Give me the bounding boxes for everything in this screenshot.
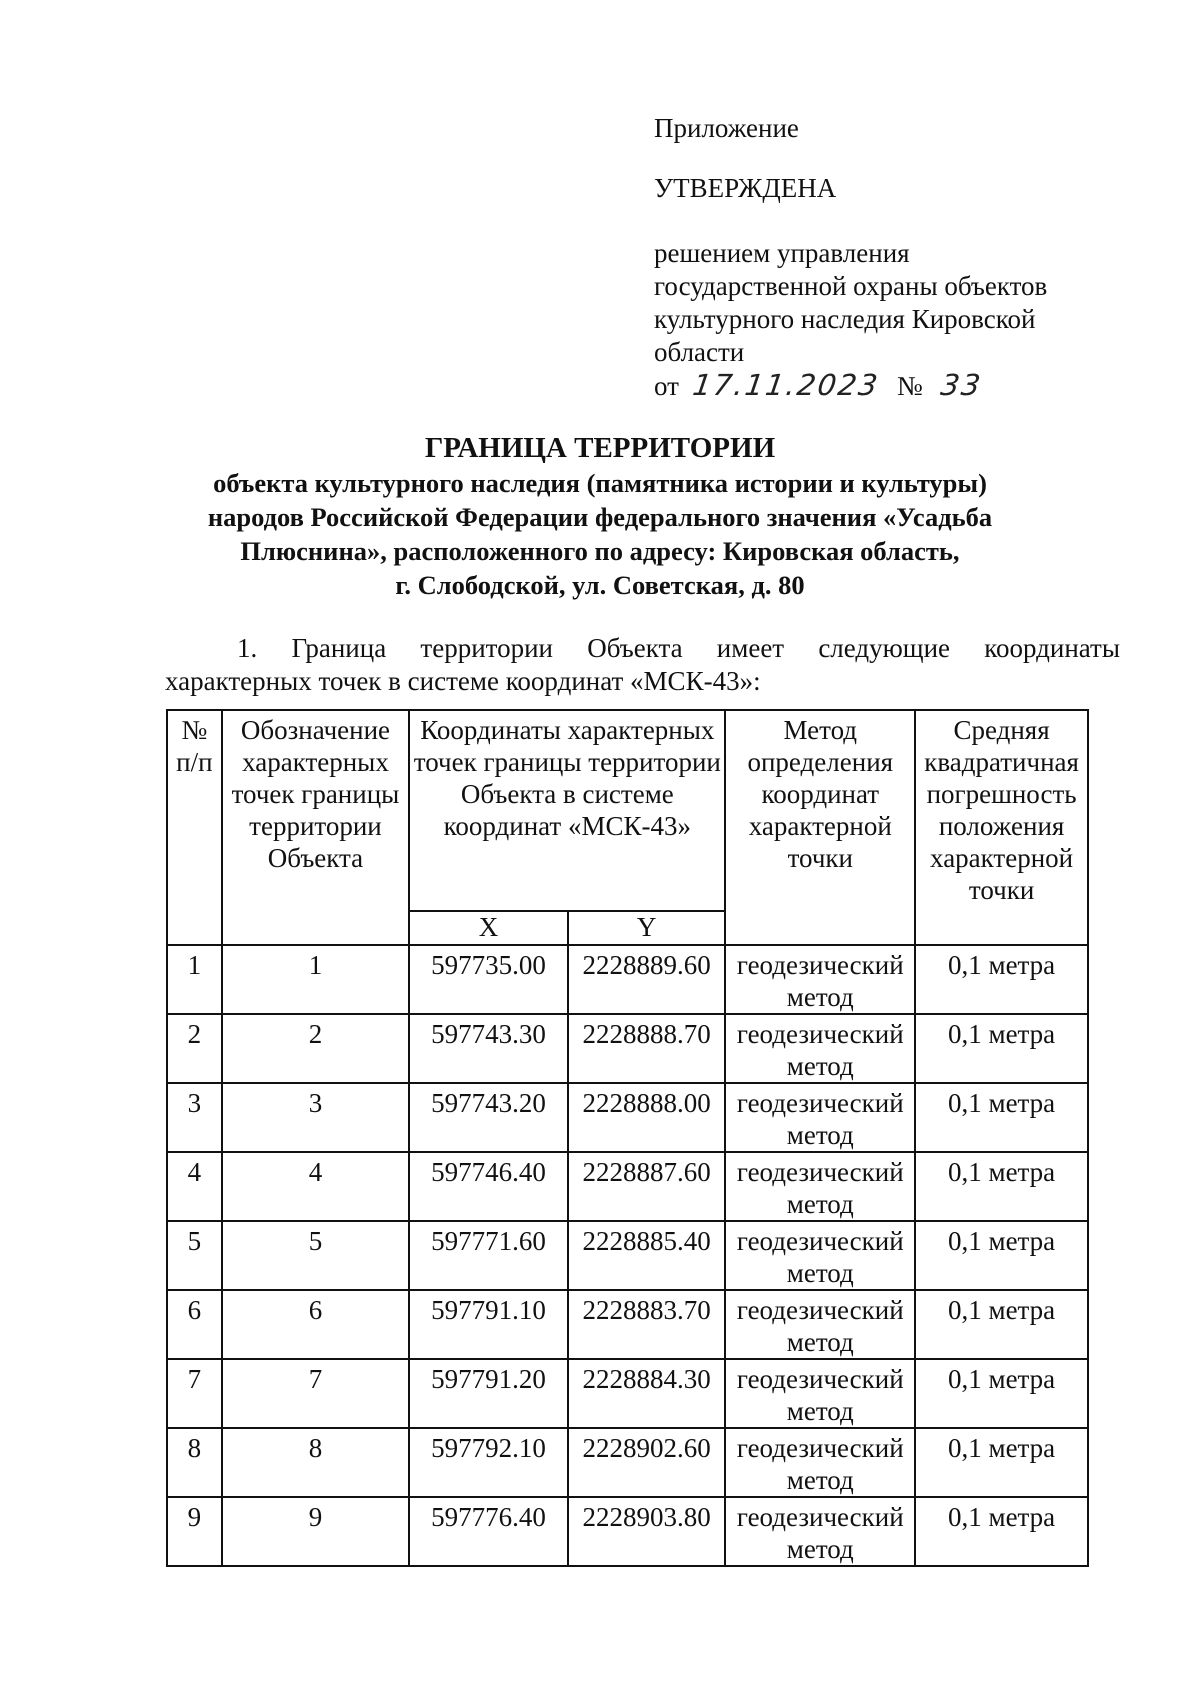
header-x: X xyxy=(409,911,568,945)
table-row xyxy=(167,1428,1088,1497)
paragraph-line: 1. Граница территории Объекта имеет следующие координаты xyxy=(237,633,1120,663)
point-designation-cell: 9 xyxy=(222,1497,410,1566)
error-cell: 0,1 метра xyxy=(915,1221,1088,1290)
error-cell: 0,1 метра xyxy=(915,1014,1088,1083)
y-coordinate-cell: 2228902.60 xyxy=(568,1428,726,1497)
point-designation-cell: 6 xyxy=(222,1290,410,1359)
y-coordinate-cell: 2228889.60 xyxy=(568,945,726,1014)
error-cell: 0,1 метра xyxy=(915,945,1088,1014)
method-cell: геодезический метод xyxy=(725,1014,915,1083)
table-body xyxy=(167,945,1088,1566)
y-coordinate-cell: 2228888.70 xyxy=(568,1014,726,1083)
title-line: народов Российской Федерации федерального значения «Усадьба xyxy=(207,502,993,532)
x-coordinate-cell: 597791.10 xyxy=(409,1290,568,1359)
method-cell: геодезический метод xyxy=(725,1359,915,1428)
decision-line: государственной охраны объектов xyxy=(654,271,1048,301)
table-row xyxy=(167,1152,1088,1221)
method-cell: геодезический метод xyxy=(725,1428,915,1497)
title-line: объекта культурного наследия (памятника истории и культуры) xyxy=(213,468,987,498)
method-cell: геодезический метод xyxy=(725,1152,915,1221)
row-number-cell: 5 xyxy=(167,1221,222,1290)
x-coordinate-cell: 597792.10 xyxy=(409,1428,568,1497)
decision-line: области xyxy=(654,337,745,367)
error-cell: 0,1 метра xyxy=(915,1497,1088,1566)
point-designation-cell: 1 xyxy=(222,945,410,1014)
row-number-cell: 9 xyxy=(167,1497,222,1566)
error-cell: 0,1 метра xyxy=(915,1152,1088,1221)
row-number-cell: 4 xyxy=(167,1152,222,1221)
document-title xyxy=(150,430,1050,602)
title-line: Плюснина», расположенного по адресу: Кировская область, xyxy=(240,536,960,566)
point-designation-cell: 2 xyxy=(222,1014,410,1083)
row-number-cell: 1 xyxy=(167,945,222,1014)
x-coordinate-cell: 597743.30 xyxy=(409,1014,568,1083)
header-method: Метод определения координат характерной точки xyxy=(725,710,915,945)
appendix-label: Приложение xyxy=(654,113,799,143)
decision-line: решением управления xyxy=(654,238,910,268)
method-cell: геодезический метод xyxy=(725,1221,915,1290)
date-prefix: от xyxy=(654,371,679,401)
error-cell: 0,1 метра xyxy=(915,1428,1088,1497)
header-error: Средняя квадратичная погрешность положения характерной точки xyxy=(915,710,1088,945)
intro-paragraph xyxy=(165,632,1120,698)
header-coordinates: Координаты характерных точек границы территории Объекта в системе координат «МСК-43» xyxy=(409,710,725,911)
point-designation-cell: 5 xyxy=(222,1221,410,1290)
point-designation-cell: 3 xyxy=(222,1083,410,1152)
x-coordinate-cell: 597771.60 xyxy=(409,1221,568,1290)
handwritten-date: 17.11.2023 xyxy=(690,368,882,402)
y-coordinate-cell: 2228884.30 xyxy=(568,1359,726,1428)
table-row xyxy=(167,1290,1088,1359)
coordinates-table xyxy=(166,709,1089,1567)
table-row xyxy=(167,1083,1088,1152)
title-line: г. Слободской, ул. Советская, д. 80 xyxy=(395,570,805,600)
point-designation-cell: 7 xyxy=(222,1359,410,1428)
table-row xyxy=(167,1014,1088,1083)
decision-line: культурного наследия Кировской xyxy=(654,304,1036,334)
error-cell: 0,1 метра xyxy=(915,1359,1088,1428)
x-coordinate-cell: 597735.00 xyxy=(409,945,568,1014)
table-row xyxy=(167,1221,1088,1290)
error-cell: 0,1 метра xyxy=(915,1290,1088,1359)
approved-label: УТВЕРЖДЕНА xyxy=(654,173,837,203)
table-row xyxy=(167,945,1088,1014)
y-coordinate-cell: 2228903.80 xyxy=(568,1497,726,1566)
handwritten-number: 33 xyxy=(938,368,985,402)
title-main: ГРАНИЦА ТЕРРИТОРИИ xyxy=(424,432,776,464)
number-sign: № xyxy=(897,371,923,401)
table-header-row xyxy=(167,710,1088,911)
row-number-cell: 3 xyxy=(167,1083,222,1152)
y-coordinate-cell: 2228887.60 xyxy=(568,1152,726,1221)
y-coordinate-cell: 2228883.70 xyxy=(568,1290,726,1359)
y-coordinate-cell: 2228888.00 xyxy=(568,1083,726,1152)
paragraph-line: характерных точек в системе координат «МСК-43»: xyxy=(165,666,761,696)
row-number-cell: 8 xyxy=(167,1428,222,1497)
table-row xyxy=(167,1497,1088,1566)
point-designation-cell: 4 xyxy=(222,1152,410,1221)
x-coordinate-cell: 597743.20 xyxy=(409,1083,568,1152)
method-cell: геодезический метод xyxy=(725,1083,915,1152)
x-coordinate-cell: 597791.20 xyxy=(409,1359,568,1428)
header-num: № п/п xyxy=(167,710,222,945)
x-coordinate-cell: 597746.40 xyxy=(409,1152,568,1221)
row-number-cell: 6 xyxy=(167,1290,222,1359)
method-cell: геодезический метод xyxy=(725,1497,915,1566)
y-coordinate-cell: 2228885.40 xyxy=(568,1221,726,1290)
error-cell: 0,1 метра xyxy=(915,1083,1088,1152)
header-y: Y xyxy=(568,911,726,945)
method-cell: геодезический метод xyxy=(725,1290,915,1359)
header-designation: Обозначение характерных точек границы территории Объекта xyxy=(222,710,410,945)
table-row xyxy=(167,1359,1088,1428)
row-number-cell: 2 xyxy=(167,1014,222,1083)
method-cell: геодезический метод xyxy=(725,945,915,1014)
date-number-line xyxy=(654,369,1134,403)
point-designation-cell: 8 xyxy=(222,1428,410,1497)
x-coordinate-cell: 597776.40 xyxy=(409,1497,568,1566)
row-number-cell: 7 xyxy=(167,1359,222,1428)
appendix-block xyxy=(654,112,1134,403)
